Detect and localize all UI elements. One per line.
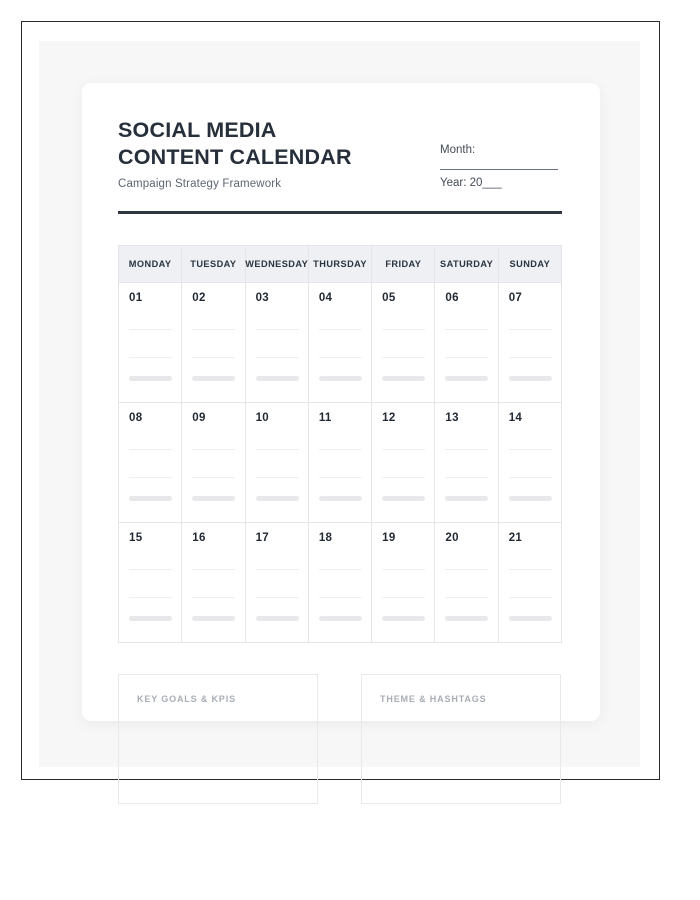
note-line [129, 597, 172, 598]
day-number: 02 [192, 292, 206, 304]
note-bar [129, 376, 172, 381]
note-line [509, 477, 552, 478]
note-line [382, 357, 425, 358]
day-number: 06 [445, 292, 459, 304]
calendar-day-cell[interactable] [119, 523, 182, 643]
day-number: 04 [318, 292, 333, 304]
note-bar [192, 496, 235, 501]
note-line [382, 569, 425, 570]
note-line [192, 597, 235, 598]
note-line [445, 477, 488, 478]
note-line [319, 477, 362, 478]
note-line [445, 449, 488, 450]
note-bar [382, 616, 425, 621]
section-box-theme-hashtags[interactable] [361, 674, 561, 804]
calendar-day-cell[interactable] [499, 523, 562, 643]
note-line [509, 569, 552, 570]
calendar-week-row [119, 403, 562, 523]
note-line [382, 477, 425, 478]
calendar-header-row [119, 246, 562, 283]
day-number: 09 [192, 412, 206, 424]
note-line [319, 329, 362, 330]
note-bar [445, 616, 488, 621]
day-number: 13 [445, 412, 459, 424]
note-line [192, 357, 235, 358]
day-number: 08 [129, 412, 143, 424]
day-header-wednesday: WEDNESDAY [246, 246, 309, 283]
day-header-sunday: SUNDAY [499, 246, 562, 283]
calendar-day-cell[interactable] [246, 403, 309, 523]
day-number: 19 [382, 532, 396, 544]
calendar-day-cell[interactable] [309, 403, 372, 523]
note-bar [509, 496, 552, 501]
day-number: 12 [382, 412, 396, 424]
note-line [509, 357, 552, 358]
month-field-label: Month: [440, 144, 476, 156]
day-number: 18 [318, 532, 333, 544]
note-line [256, 569, 299, 570]
day-number: 14 [508, 412, 523, 424]
note-line [129, 357, 172, 358]
day-number: 05 [382, 292, 396, 304]
note-bar [129, 616, 172, 621]
document-card [82, 83, 600, 721]
month-field-rule[interactable] [440, 169, 558, 170]
note-line [129, 569, 172, 570]
note-line [509, 449, 552, 450]
page-title-line-1: SOCIAL MEDIA [118, 118, 277, 142]
day-number: 10 [255, 412, 269, 424]
calendar-day-cell[interactable] [435, 403, 498, 523]
calendar-week-row [119, 523, 562, 643]
note-line [319, 449, 362, 450]
note-line [192, 449, 235, 450]
day-number: 03 [255, 292, 269, 304]
note-bar [445, 496, 488, 501]
note-bar [192, 616, 235, 621]
note-line [256, 597, 299, 598]
note-bar [256, 376, 299, 381]
note-line [256, 357, 299, 358]
note-bar [256, 616, 299, 621]
section-title-theme-hashtags: THEME & HASHTAGS [380, 694, 487, 704]
page-title-line-2: CONTENT CALENDAR [118, 145, 352, 169]
note-line [129, 477, 172, 478]
calendar-day-cell[interactable] [372, 403, 435, 523]
note-line [445, 329, 488, 330]
calendar-day-cell[interactable] [372, 523, 435, 643]
note-bar [319, 616, 362, 621]
header-divider [118, 211, 562, 214]
calendar-day-cell[interactable] [182, 403, 245, 523]
day-header-saturday: SATURDAY [435, 246, 498, 283]
note-line [382, 597, 425, 598]
note-line [445, 357, 488, 358]
note-line [319, 357, 362, 358]
note-line [192, 329, 235, 330]
calendar-day-cell[interactable] [499, 283, 562, 403]
day-header-tuesday: TUESDAY [182, 246, 245, 283]
page-subtitle: Campaign Strategy Framework [118, 178, 282, 190]
calendar-day-cell[interactable] [435, 283, 498, 403]
note-line [192, 569, 235, 570]
meta-block [440, 143, 564, 189]
day-number: 15 [129, 532, 143, 544]
section-box-key-goals[interactable] [118, 674, 318, 804]
day-number: 20 [445, 532, 459, 544]
calendar-grid [118, 245, 562, 643]
note-line [382, 329, 425, 330]
note-line [129, 329, 172, 330]
note-bar [319, 376, 362, 381]
note-line [319, 597, 362, 598]
note-line [256, 449, 299, 450]
day-number: 01 [129, 292, 143, 304]
day-number: 11 [318, 412, 332, 424]
note-bar [382, 496, 425, 501]
note-bar [192, 376, 235, 381]
note-line [256, 477, 299, 478]
note-line [319, 569, 362, 570]
day-number: 16 [192, 532, 206, 544]
note-bar [319, 496, 362, 501]
note-bar [129, 496, 172, 501]
calendar-day-cell[interactable] [119, 403, 182, 523]
calendar-day-cell[interactable] [309, 283, 372, 403]
calendar-day-cell[interactable] [499, 403, 562, 523]
day-header-friday: FRIDAY [372, 246, 435, 283]
section-title-key-goals: KEY GOALS & KPIS [137, 694, 236, 704]
note-line [509, 329, 552, 330]
calendar-day-cell[interactable] [309, 523, 372, 643]
note-bar [445, 376, 488, 381]
note-bar [509, 616, 552, 621]
note-line [509, 597, 552, 598]
document-header [118, 117, 564, 221]
note-line [129, 449, 172, 450]
note-bar [256, 496, 299, 501]
title-block [118, 117, 408, 190]
calendar-day-cell[interactable] [246, 283, 309, 403]
note-bar [509, 376, 552, 381]
day-header-monday: MONDAY [119, 246, 182, 283]
note-bar [382, 376, 425, 381]
note-line [382, 449, 425, 450]
day-number: 21 [508, 532, 523, 544]
day-header-thursday: THURSDAY [309, 246, 372, 283]
calendar-day-cell[interactable] [372, 283, 435, 403]
calendar-day-cell[interactable] [119, 283, 182, 403]
day-number: 17 [255, 532, 269, 544]
note-line [256, 329, 299, 330]
calendar-week-row [119, 283, 562, 403]
year-field-label[interactable]: Year: 20___ [440, 177, 502, 189]
note-line [445, 569, 488, 570]
day-number: 07 [508, 292, 523, 304]
calendar-day-cell[interactable] [435, 523, 498, 643]
note-line [192, 477, 235, 478]
note-line [445, 597, 488, 598]
calendar-day-cell[interactable] [182, 283, 245, 403]
calendar-day-cell[interactable] [182, 523, 245, 643]
calendar-day-cell[interactable] [246, 523, 309, 643]
